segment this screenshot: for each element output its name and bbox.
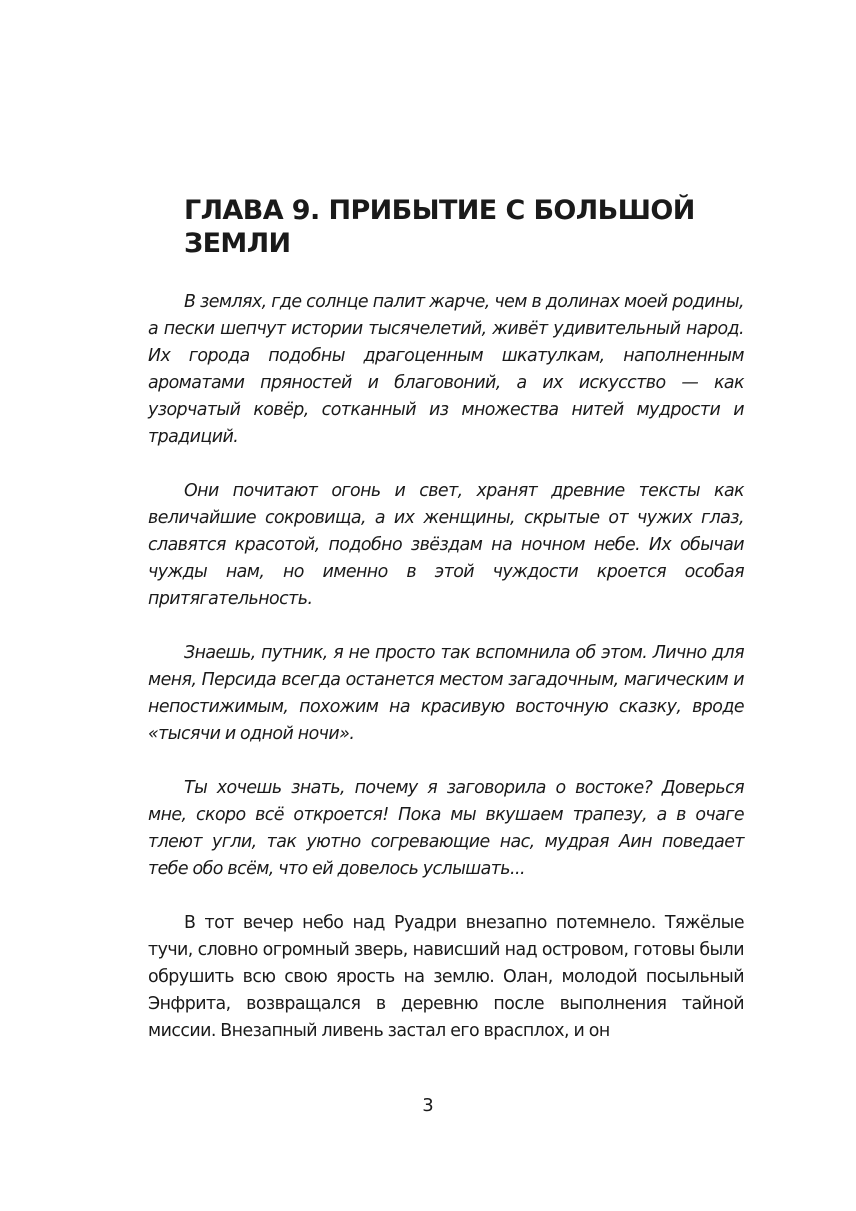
paragraph-2: Они почитают огонь и свет, хранят древние тексты как величайшие сокровища, а их женщины, скрытые от чужих глаз, славятся красотой, подобно звёздам на ночном небе. Их обычаи чужды нам, но именно в этой чуждости кроется особая притягательность.: [148, 481, 744, 609]
page-number: 3: [422, 1095, 434, 1116]
chapter-body: [148, 289, 744, 1045]
paragraph-5: В тот вечер небо над Руадри внезапно потемнело. Тяжёлые тучи, словно огромный зверь, нависший над островом, готовы были обрушить всю свою ярость на землю. Олан, молодой посыльный Энфрита, возвращался в деревню после выполнения тайной миссии. Внезапный ливень застал его врасплох, и он: [148, 913, 744, 1041]
paragraph-4: Ты хочешь знать, почему я заговорила о востоке? Доверься мне, скоро всё откроется! Пока мы вкушаем трапезу, а в очаге тлеют угли, так уютно согревающие нас, мудрая Аин поведает тебе обо всём, что ей довелось услышать...: [148, 778, 744, 879]
paragraph-1: В землях, где солнце палит жарче, чем в долинах моей родины, а пески шепчут истории тысячелетий, живёт удивительный народ. Их города подобны драгоценным шкатулкам, наполненным ароматами пряностей и благовоний, а их искусство — как узорчатый ковёр, сотканный из множества нитей мудрости и традиций.: [148, 292, 744, 447]
paragraph-3: Знаешь, путник, я не просто так вспомнила об этом. Лично для меня, Персида всегда останется местом загадочным, магическим и непостижимым, похожим на красивую восточную сказку, вроде «тысячи и одной ночи».: [148, 643, 744, 744]
chapter-title: ГЛАВА 9. ПРИБЫТИЕ С БОЛЬШОЙ ЗЕМЛИ: [184, 195, 695, 259]
